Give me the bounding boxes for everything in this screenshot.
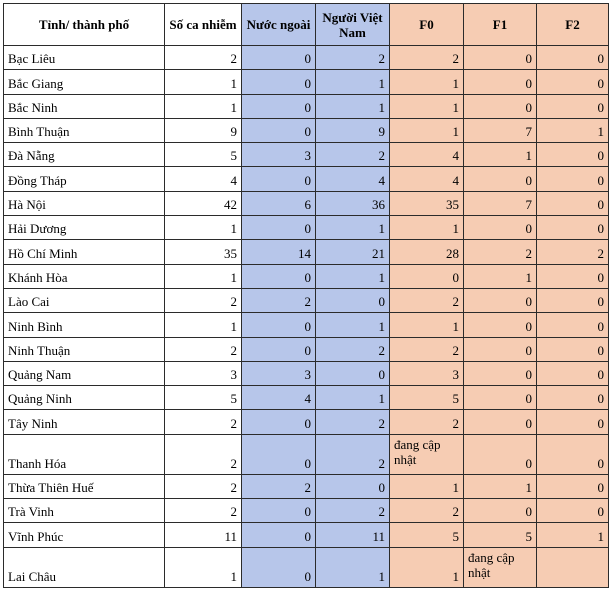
table-row: [4, 288, 609, 312]
cell-vietnamese: 2: [316, 46, 390, 70]
cell-cases: 9: [165, 118, 242, 142]
cell-f1: 0: [464, 216, 537, 240]
cell-foreign: 3: [242, 143, 316, 167]
cell-f0: đang cập nhật: [390, 434, 464, 474]
cell-foreign: 0: [242, 547, 316, 587]
cell-f1: 0: [464, 313, 537, 337]
cell-foreign: 0: [242, 46, 316, 70]
cell-f0: 2: [390, 499, 464, 523]
cell-province: Bình Thuận: [4, 118, 165, 142]
cell-province: Đà Nẵng: [4, 143, 165, 167]
cell-f0: 4: [390, 143, 464, 167]
cell-vietnamese: 2: [316, 434, 390, 474]
cell-f0: 1: [390, 118, 464, 142]
cell-vietnamese: 0: [316, 361, 390, 385]
cell-cases: 2: [165, 288, 242, 312]
table-row: [4, 46, 609, 70]
cell-vietnamese: 2: [316, 143, 390, 167]
cell-f0: 2: [390, 288, 464, 312]
table-row: [4, 167, 609, 191]
header-row: [4, 4, 609, 46]
cell-foreign: 0: [242, 70, 316, 94]
cell-f0: 1: [390, 70, 464, 94]
cell-f2: 1: [537, 118, 609, 142]
cell-vietnamese: 11: [316, 523, 390, 547]
cell-f2: 0: [537, 474, 609, 498]
cell-foreign: 0: [242, 499, 316, 523]
cell-vietnamese: 4: [316, 167, 390, 191]
header-province: Tỉnh/ thành phố: [4, 4, 165, 46]
cell-foreign: 4: [242, 386, 316, 410]
table-row: [4, 94, 609, 118]
cell-cases: 1: [165, 70, 242, 94]
cell-province: Hà Nội: [4, 191, 165, 215]
table-row: [4, 216, 609, 240]
cell-foreign: 0: [242, 434, 316, 474]
cell-f2: 0: [537, 46, 609, 70]
cell-province: Thừa Thiên Huế: [4, 474, 165, 498]
cell-f0: 2: [390, 46, 464, 70]
cell-cases: 5: [165, 143, 242, 167]
cell-vietnamese: 1: [316, 94, 390, 118]
cell-foreign: 2: [242, 288, 316, 312]
cell-f2: 2: [537, 240, 609, 264]
cell-f2: 0: [537, 410, 609, 434]
cell-cases: 1: [165, 94, 242, 118]
cell-f2: 0: [537, 191, 609, 215]
cell-f2: 0: [537, 264, 609, 288]
table-row: [4, 547, 609, 587]
cell-f2: 0: [537, 143, 609, 167]
cell-cases: 2: [165, 474, 242, 498]
cell-f1: 0: [464, 94, 537, 118]
cell-f1: 5: [464, 523, 537, 547]
table-row: [4, 474, 609, 498]
cell-f2: [537, 547, 609, 587]
table-row: [4, 523, 609, 547]
cell-f0: 28: [390, 240, 464, 264]
cell-f2: 1: [537, 523, 609, 547]
cell-vietnamese: 2: [316, 337, 390, 361]
cell-f1: 7: [464, 191, 537, 215]
cell-province: Hồ Chí Minh: [4, 240, 165, 264]
table-body: [4, 46, 609, 588]
table-row: [4, 361, 609, 385]
table-row: [4, 70, 609, 94]
cell-foreign: 0: [242, 264, 316, 288]
table-row: [4, 386, 609, 410]
cell-cases: 2: [165, 499, 242, 523]
cell-province: Lào Cai: [4, 288, 165, 312]
cell-vietnamese: 9: [316, 118, 390, 142]
cell-cases: 4: [165, 167, 242, 191]
table-row: [4, 240, 609, 264]
cell-f0: 35: [390, 191, 464, 215]
cell-foreign: 6: [242, 191, 316, 215]
table-row: [4, 118, 609, 142]
cell-foreign: 0: [242, 118, 316, 142]
cell-province: Lai Châu: [4, 547, 165, 587]
cell-f1: 0: [464, 410, 537, 434]
cell-province: Khánh Hòa: [4, 264, 165, 288]
cell-f1: 1: [464, 143, 537, 167]
cell-vietnamese: 2: [316, 410, 390, 434]
cell-f0: 1: [390, 313, 464, 337]
cell-f2: 0: [537, 313, 609, 337]
cell-vietnamese: 1: [316, 547, 390, 587]
cell-foreign: 0: [242, 337, 316, 361]
table-row: [4, 264, 609, 288]
table-row: [4, 337, 609, 361]
cell-cases: 2: [165, 410, 242, 434]
cell-foreign: 0: [242, 523, 316, 547]
cell-f2: 0: [537, 70, 609, 94]
cell-cases: 2: [165, 46, 242, 70]
cell-province: Bắc Ninh: [4, 94, 165, 118]
cell-vietnamese: 1: [316, 70, 390, 94]
table-row: [4, 191, 609, 215]
cell-vietnamese: 1: [316, 216, 390, 240]
cell-f1: 0: [464, 70, 537, 94]
cell-f1: 0: [464, 167, 537, 191]
cell-f1: 2: [464, 240, 537, 264]
cell-vietnamese: 0: [316, 288, 390, 312]
table-row: [4, 313, 609, 337]
cell-cases: 5: [165, 386, 242, 410]
cell-province: Quảng Nam: [4, 361, 165, 385]
cell-cases: 3: [165, 361, 242, 385]
cell-province: Bạc Liêu: [4, 46, 165, 70]
cell-f2: 0: [537, 499, 609, 523]
cell-province: Thanh Hóa: [4, 434, 165, 474]
cell-f0: 5: [390, 523, 464, 547]
cell-province: Quảng Ninh: [4, 386, 165, 410]
cell-province: Vĩnh Phúc: [4, 523, 165, 547]
cell-vietnamese: 2: [316, 499, 390, 523]
cell-f0: 1: [390, 216, 464, 240]
cell-f0: 2: [390, 410, 464, 434]
cell-cases: 1: [165, 313, 242, 337]
cell-f1: đang cập nhật: [464, 547, 537, 587]
cell-f2: 0: [537, 434, 609, 474]
cell-foreign: 14: [242, 240, 316, 264]
cell-foreign: 3: [242, 361, 316, 385]
cell-vietnamese: 1: [316, 313, 390, 337]
cell-f1: 0: [464, 46, 537, 70]
cell-f0: 1: [390, 94, 464, 118]
cell-cases: 35: [165, 240, 242, 264]
cell-f1: 0: [464, 434, 537, 474]
cell-cases: 2: [165, 337, 242, 361]
cell-province: Ninh Bình: [4, 313, 165, 337]
cell-f2: 0: [537, 386, 609, 410]
cell-f1: 0: [464, 288, 537, 312]
table-row: [4, 410, 609, 434]
header-foreign: Nước ngoài: [242, 4, 316, 46]
cell-vietnamese: 1: [316, 386, 390, 410]
header-f0: F0: [390, 4, 464, 46]
cell-cases: 42: [165, 191, 242, 215]
cell-f0: 2: [390, 337, 464, 361]
cell-foreign: 0: [242, 313, 316, 337]
cell-f0: 3: [390, 361, 464, 385]
cell-province: Đồng Tháp: [4, 167, 165, 191]
cell-f2: 0: [537, 167, 609, 191]
cell-f1: 1: [464, 264, 537, 288]
cell-f0: 1: [390, 547, 464, 587]
cell-foreign: 0: [242, 216, 316, 240]
cell-vietnamese: 1: [316, 264, 390, 288]
cell-f1: 1: [464, 474, 537, 498]
table-row: [4, 499, 609, 523]
cell-foreign: 0: [242, 410, 316, 434]
header-vietnamese: Người Việt Nam: [316, 4, 390, 46]
cell-f1: 7: [464, 118, 537, 142]
cell-cases: 1: [165, 547, 242, 587]
cell-vietnamese: 21: [316, 240, 390, 264]
cell-f0: 1: [390, 474, 464, 498]
cell-foreign: 2: [242, 474, 316, 498]
cell-province: Bắc Giang: [4, 70, 165, 94]
cell-f0: 5: [390, 386, 464, 410]
cell-f2: 0: [537, 337, 609, 361]
cell-province: Tây Ninh: [4, 410, 165, 434]
cell-f0: 0: [390, 264, 464, 288]
cell-f2: 0: [537, 288, 609, 312]
cell-f0: 4: [390, 167, 464, 191]
cell-province: Hải Dương: [4, 216, 165, 240]
cell-f2: 0: [537, 216, 609, 240]
cell-foreign: 0: [242, 94, 316, 118]
cell-f2: 0: [537, 361, 609, 385]
cell-vietnamese: 36: [316, 191, 390, 215]
cell-f2: 0: [537, 94, 609, 118]
cell-f1: 0: [464, 499, 537, 523]
cell-cases: 1: [165, 216, 242, 240]
table-row: [4, 143, 609, 167]
cell-f1: 0: [464, 386, 537, 410]
header-cases: Số ca nhiễm: [165, 4, 242, 46]
cell-province: Trà Vinh: [4, 499, 165, 523]
cell-province: Ninh Thuận: [4, 337, 165, 361]
cell-vietnamese: 0: [316, 474, 390, 498]
cell-cases: 2: [165, 434, 242, 474]
covid-cases-table: [3, 3, 609, 588]
cell-f1: 0: [464, 337, 537, 361]
header-f1: F1: [464, 4, 537, 46]
cell-f1: 0: [464, 361, 537, 385]
header-f2: F2: [537, 4, 609, 46]
cell-foreign: 0: [242, 167, 316, 191]
cell-cases: 1: [165, 264, 242, 288]
cell-cases: 11: [165, 523, 242, 547]
table-row: [4, 434, 609, 474]
